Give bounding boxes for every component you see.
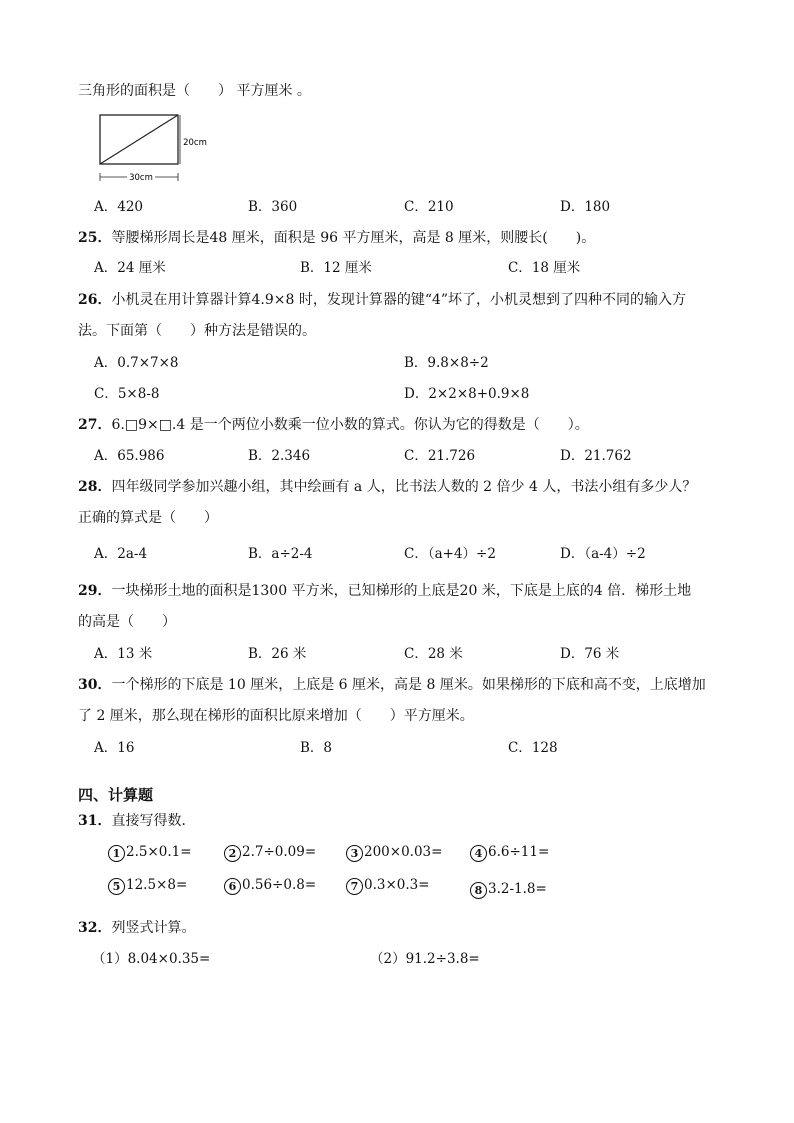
q28-option-b[interactable]: B．a÷2-4 [248,546,313,562]
q32-item-2[interactable]: （2）91.2÷3.8= [370,951,480,967]
height-label: 20cm [183,138,207,148]
q31-question [78,812,195,830]
q30-question [78,676,706,694]
q25-option-a[interactable]: A．24 厘米 [94,260,166,276]
q31-expr-1: 2.5×0.1= [126,844,192,860]
q31-item-3[interactable] [346,843,442,862]
q28-stem-line1: 四年级同学参加兴趣小组，其中绘画有 a 人，比书法人数的 2 倍少 4 人，书法小组有多少人？ [111,479,697,495]
q31-expr-3: 200×0.03= [364,844,443,860]
q26-question [78,291,686,309]
q31-item-5[interactable] [108,876,187,895]
q27-stem: 6.□9×□.4 是一个两位小数乘一位小数的算式。你认为它的得数是（ ）。 [111,417,589,433]
rectangle-figure [94,112,214,184]
q24-option-b[interactable]: B．360 [248,199,298,215]
q28-option-c[interactable]: C．（a+4）÷2 [404,546,496,562]
q27-number: 27． [78,417,112,433]
q32-item-1[interactable]: （1）8.04×0.35= [92,951,211,967]
q24-option-c[interactable]: C．210 [404,199,454,215]
q31-expr-8: 3.2-1.8= [488,881,547,897]
q30-option-b[interactable]: B．8 [300,740,333,756]
q25-option-c[interactable]: C．18 厘米 [508,260,581,276]
q27-option-a[interactable]: A．65.986 [94,448,165,464]
q30-stem-line2: 了 2 厘米，那么现在梯形的面积比原来增加（ ）平方厘米。 [78,708,474,724]
q28-question [78,478,696,496]
q29-option-a[interactable]: A．13 米 [94,646,153,662]
q26-option-a[interactable]: A．0.7×7×8 [94,355,179,371]
q24-stem: 三角形的面积是（ ） 平方厘米 。 [78,83,311,99]
q31-item-4[interactable] [470,843,549,862]
q26-stem-line2: 法。下面第（ ）种方法是错误的。 [78,323,316,339]
q31-item-1[interactable] [108,843,192,862]
q31-number: 31． [78,813,112,829]
q25-stem: 等腰梯形周长是48 厘米，面积是 96 平方厘米，高是 8 厘米，则腰长( )。 [111,230,596,246]
q32-number: 32． [78,920,112,936]
circled-number-7: 7 [346,878,363,895]
q26-option-d[interactable]: D．2×2×8+0.9×8 [404,386,530,402]
q31-item-6[interactable] [224,876,316,895]
circled-number-6: 6 [224,878,241,895]
q29-stem-line1: 一块梯形土地的面积是1300 平方米，已知梯形的上底是20 米，下底是上底的4 倍．梯形土地 [111,583,692,599]
q32-stem: 列竖式计算。 [111,920,196,936]
q31-expr-5: 12.5×8= [126,877,188,893]
q30-option-c[interactable]: C．128 [508,740,558,756]
q30-option-a[interactable]: A．16 [94,740,135,756]
q28-stem-line2: 正确的算式是（ ） [78,510,218,526]
q31-expr-4: 6.6÷11= [488,844,550,860]
q29-question [78,582,691,600]
q27-option-c[interactable]: C．21.726 [404,448,476,464]
circled-number-2: 2 [224,845,241,862]
q31-item-7[interactable] [346,876,430,895]
q32-question [78,919,195,937]
q31-item-2[interactable] [224,843,316,862]
q27-question [78,416,589,434]
section-heading: 四、计算题 [78,786,154,804]
width-label: 30cm [129,173,153,183]
q29-number: 29． [78,583,112,599]
q28-option-a[interactable]: A．2a-4 [94,546,148,562]
q31-item-8[interactable] [470,880,547,899]
q29-option-c[interactable]: C．28 米 [404,646,463,662]
q25-question [78,229,595,247]
q26-option-b[interactable]: B．9.8×8÷2 [404,355,489,371]
q25-option-b[interactable]: B．12 厘米 [300,260,372,276]
circled-number-3: 3 [346,845,363,862]
q28-number: 28． [78,479,112,495]
circled-number-1: 1 [108,845,125,862]
q26-stem-line1: 小机灵在用计算器计算4.9×8 时，发现计算器的键“4”坏了，小机灵想到了四种不同的输入方 [111,292,687,308]
q26-number: 26． [78,292,112,308]
q28-option-d[interactable]: D．（a-4）÷2 [560,546,646,562]
q24-option-a[interactable]: A．420 [94,199,144,215]
q29-option-d[interactable]: D．76 米 [560,646,620,662]
q27-option-b[interactable]: B．2.346 [248,448,311,464]
q31-expr-7: 0.3×0.3= [364,877,430,893]
circled-number-5: 5 [108,878,125,895]
q30-stem-line1: 一个梯形的下底是 10 厘米，上底是 6 厘米，高是 8 厘米。如果梯形的下底和高不变，上底增加 [111,677,706,693]
q29-stem-line2: 的高是（ ） [78,614,176,630]
rectangle-diagonal [100,115,178,164]
q24-option-d[interactable]: D．180 [560,199,611,215]
q25-number: 25． [78,230,112,246]
circled-number-8: 8 [470,882,487,899]
q26-option-c[interactable]: C．5×8-8 [94,386,160,402]
q31-expr-6: 0.56÷0.8= [242,877,317,893]
circled-number-4: 4 [470,845,487,862]
q31-stem: 直接写得数． [111,813,196,829]
q29-option-b[interactable]: B．26 米 [248,646,307,662]
q31-expr-2: 2.7÷0.09= [242,844,317,860]
q30-number: 30． [78,677,112,693]
q27-option-d[interactable]: D．21.762 [560,448,632,464]
